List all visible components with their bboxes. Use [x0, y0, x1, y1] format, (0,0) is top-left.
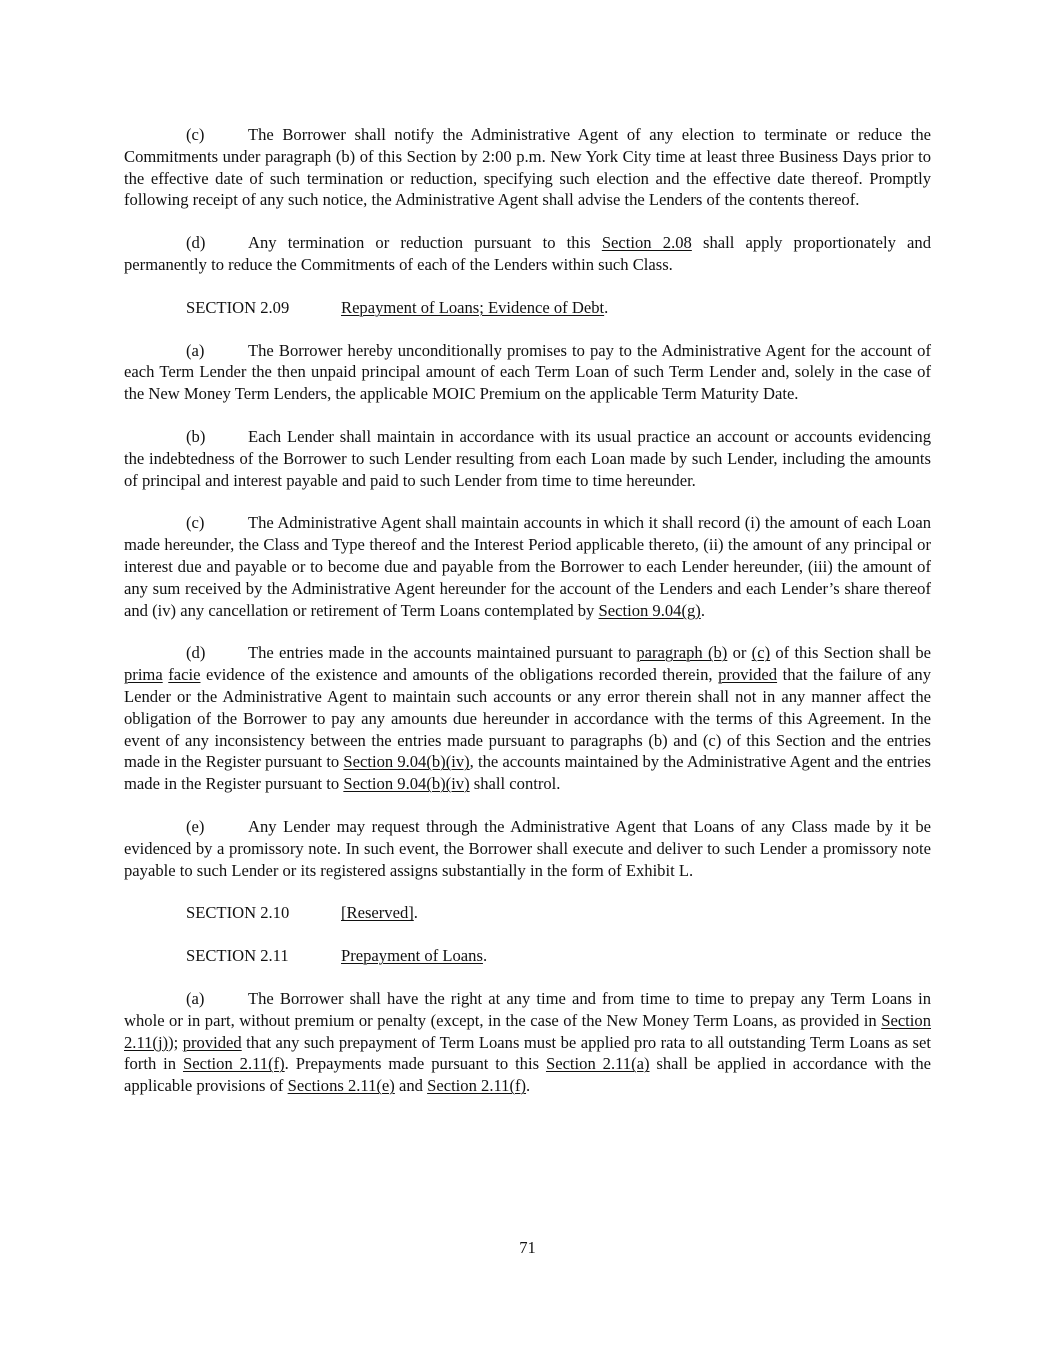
paragraph-text: Each Lender shall maintain in accordance with its usual practice an account or accounts evidencing the indebtedness of the Borrower to such Lender resulting from each Loan made by such Lender, including the amounts of principal and interest payable and paid to such Lender from time to time hereunder. — [124, 426, 931, 490]
section-number: SECTION 2.10 — [186, 903, 290, 923]
text-run: . — [526, 1076, 531, 1096]
clause-number: (b) — [186, 426, 206, 446]
section-heading-2-10 — [124, 902, 931, 924]
text-run: and — [394, 1076, 428, 1096]
paragraph-2-08-d — [124, 232, 931, 276]
text-run: , the accounts maintained by the Administrative Agent and the entries made in the Register pursuant to — [124, 752, 931, 794]
paragraph-text: The Borrower hereby unconditionally promises to pay to the Administrative Agent for the account of each Term Lender the then unpaid principal amount of each Term Loan of such Term Lender and, solely in the case of the New Money Term Lenders, the applicable MOIC Premium on the applicable Term Maturity Date. — [124, 340, 931, 404]
text-run: evidence of the existence and amounts of the obligations recorded therein, — [200, 665, 719, 685]
text-run: The Borrower shall have the right at any time and from time to time to prepay any Term Loans in whole or in part, without premium or penalty (except, in the case of the New Money Term Loans, as provided in — [124, 988, 931, 1030]
section-heading-2-11 — [124, 945, 931, 967]
paragraph-text: The Borrower shall notify the Administrative Agent of any election to terminate or reduce the Commitments under paragraph (b) of this Section by 2:00 p.m. New York City time at least three Business Days prior to the effective date of such termination or reduction, specifying such election and the effective date thereof. Promptly following receipt of any such notice, the Administrative Agent shall advise the Lenders of the contents thereof. — [124, 125, 931, 210]
paragraph-2-11-a — [124, 988, 931, 1097]
clause-number: (d) — [186, 233, 206, 253]
clause-number: (a) — [186, 988, 205, 1008]
document-page — [124, 124, 931, 1118]
cross-reference-link[interactable]: Section 9.04(b)(iv) — [343, 774, 470, 794]
clause-number: (e) — [186, 816, 205, 836]
emphasis-term: prima — [124, 665, 163, 685]
text-run: The entries made in the accounts maintained pursuant to — [248, 643, 637, 663]
emphasis-term: provided — [182, 1032, 242, 1052]
cross-reference-link[interactable]: Section 2.11(j) — [124, 1010, 931, 1052]
text-run: The Administrative Agent shall maintain accounts in which it shall record (i) the amount of each Loan made hereunder, the Class and Type thereof and the Interest Period applicable thereto, (ii) the amount of any principal or interest due and payable or to become due and payable from the Borrower to each Lender hereunder, (iii) the amount of any sum received by the Administrative Agent hereunder for the account of the Lenders and each Lender’s share thereof and (iv) any cancellation or retirement of Term Loans contemplated by — [124, 513, 931, 620]
text-run: shall apply proportionately and permanently to reduce the Commitments of each of the Lenders within such Class. — [124, 233, 931, 274]
cross-reference-link[interactable]: Section 9.04(g) — [598, 600, 701, 620]
cross-reference-link[interactable]: Section 2.11(f) — [427, 1076, 527, 1096]
section-title: Repayment of Loans; Evidence of Debt — [341, 297, 605, 317]
clause-number: (c) — [186, 125, 205, 144]
section-number: SECTION 2.09 — [186, 297, 290, 317]
page-number: 71 — [519, 1238, 536, 1257]
text-run: shall control. — [469, 774, 561, 794]
cross-reference-link[interactable]: paragraph (b) — [636, 643, 728, 663]
clause-number: (a) — [186, 340, 205, 360]
text-run: shall be applied in accordance with the applicable provisions of — [124, 1054, 931, 1096]
section-title: Prepayment of Loans — [341, 946, 483, 966]
section-title-end: . — [482, 946, 488, 966]
text-run: of this Section shall be — [770, 643, 931, 663]
text-run: . — [700, 600, 705, 620]
section-title-end: . — [604, 297, 609, 317]
paragraph-2-09-e — [124, 816, 931, 881]
section-number: SECTION 2.11 — [186, 946, 289, 966]
section-title: [Reserved] — [341, 903, 414, 923]
text-run: that any such prepayment of Term Loans must be applied pro rata to all outstanding Term Loans as set forth in — [124, 1032, 931, 1074]
cross-reference-link[interactable]: Section 2.08 — [601, 233, 692, 253]
paragraph-text: Any Lender may request through the Administrative Agent that Loans of any Class made by it be evidenced by a promissory note. In such event, the Borrower shall execute and deliver to such Lender a promissory note payable to such Lender or its registered assigns substantially in the form of Exhibit L. — [124, 816, 931, 880]
cross-reference-link[interactable]: (c) — [751, 643, 771, 663]
emphasis-term: provided — [718, 665, 778, 685]
cross-reference-link[interactable]: Section 9.04(b)(iv) — [343, 752, 470, 772]
clause-number: (d) — [186, 643, 206, 663]
text-run: . Prepayments made pursuant to this — [284, 1054, 546, 1074]
paragraph-2-09-d — [124, 642, 931, 795]
emphasis-term: facie — [168, 665, 201, 685]
cross-reference-link[interactable]: Section 2.11(f) — [182, 1054, 285, 1074]
text-run: or — [727, 643, 752, 663]
section-title-end: . — [413, 903, 418, 923]
paragraph-2-08-c — [124, 124, 931, 211]
paragraph-2-09-b — [124, 426, 931, 491]
text-run: that the failure of any Lender or the Administrative Agent to maintain such accounts or any error therein shall not in any manner affect the obligation of the Borrower to pay any amounts due hereunder in accordance with the terms of this Agreement. In the event of any inconsistency between the entries made pursuant to paragraphs (b) and (c) of this Section and the entries made in the Register pursuant to — [124, 665, 931, 772]
paragraph-2-09-a — [124, 340, 931, 405]
cross-reference-link[interactable]: Section 2.11(a) — [545, 1054, 650, 1074]
text-run: Any termination or reduction pursuant to this — [248, 233, 602, 253]
text-run: ); — [168, 1032, 183, 1052]
paragraph-2-09-c — [124, 512, 931, 621]
cross-reference-link[interactable]: Sections 2.11(e) — [287, 1076, 395, 1096]
section-heading-2-09 — [124, 297, 931, 319]
clause-number: (c) — [186, 513, 205, 533]
